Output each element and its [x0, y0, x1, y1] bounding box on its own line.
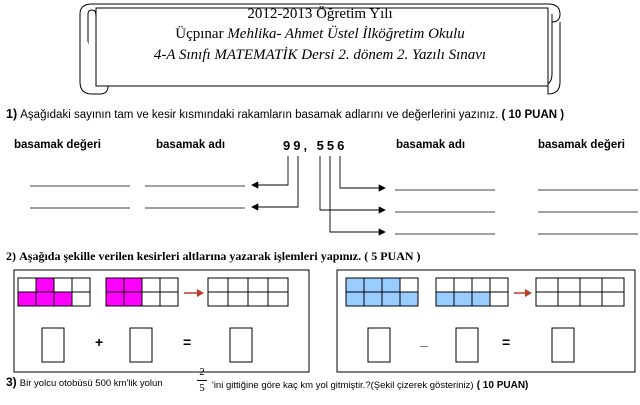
figure-d [436, 278, 508, 306]
figure-a [18, 278, 90, 306]
arrow-tens [252, 156, 288, 185]
q1-answer-diagram [0, 150, 640, 240]
q2-fraction-diagrams [0, 268, 640, 376]
answer-box [130, 328, 152, 362]
question-3-text-b: 'ini gittiğine göre kaç km yol gitmiştir.?(Şekil çizerek gösteriniz) [212, 380, 474, 391]
answer-box [368, 328, 390, 362]
header-school-name-prefix: Üçpınar [175, 26, 228, 42]
header-school-name [0, 26, 640, 43]
equals-sign-add: = [183, 334, 192, 350]
answer-box [456, 328, 478, 362]
fraction-bar [197, 380, 207, 381]
answer-box [42, 328, 64, 362]
question-2 [6, 249, 421, 264]
decimal-number: 99, 556 [283, 138, 348, 153]
arrow-addition [184, 289, 204, 297]
question-3-number: 3) [6, 375, 17, 389]
header-school-year: 2012-2013 Öğretim Yılı [247, 6, 393, 22]
arrow-thousandths [340, 156, 385, 188]
plus-sign: + [95, 334, 104, 350]
header-exam-title-text: 4-A Sınıfı MATEMATİK Dersi 2. dönem 2. Yazılı Sınavı [153, 47, 487, 63]
fraction-denominator: 5 [199, 382, 205, 394]
question-3-points: ( 10 PUAN) [476, 380, 529, 391]
figure-b [106, 278, 178, 306]
question-3-rest [212, 377, 528, 392]
label-right-value: basamak değeri [538, 139, 625, 151]
question-3 [6, 375, 163, 390]
minus-sign: _ [420, 332, 428, 348]
question-2-text: Aşağıda şekille verilen kesirleri altlarına yazarak işlemleri yapınız. [19, 249, 362, 263]
label-right-name: basamak adı [396, 139, 466, 151]
answer-box [552, 328, 574, 362]
figure-c [346, 278, 418, 306]
label-left-value: basamak değeri [14, 139, 101, 151]
label-left-name: basamak adı [156, 139, 226, 151]
figure-result-add [208, 278, 288, 306]
question-1 [6, 107, 564, 122]
equals-sign-sub: = [502, 334, 511, 350]
question-1-number: 1) [6, 107, 18, 121]
question-1-points: ( 10 PUAN ) [501, 109, 565, 121]
figure-result-sub [536, 278, 624, 306]
arrow-subtraction [514, 289, 532, 297]
question-2-points: ( 5 PUAN ) [364, 249, 421, 263]
fraction-numerator: 2 [199, 366, 205, 378]
question-3-text-a: Bir yolcu otobüsü 500 km'lik yolun [19, 378, 163, 389]
arrow-hundredths [330, 156, 385, 232]
answer-box [230, 328, 252, 362]
header-exam-title [0, 47, 640, 64]
question-1-text: Aşağıdaki sayının tam ve kesir kısmındaki rakamların basamak adlarını ve değerlerini yazınız. [20, 109, 499, 121]
question-2-number: 2) [6, 249, 16, 263]
arrow-ones [252, 156, 298, 207]
header-school-name-main: Mehlika- Ahmet Üstel İlköğretim Okulu [227, 26, 465, 42]
